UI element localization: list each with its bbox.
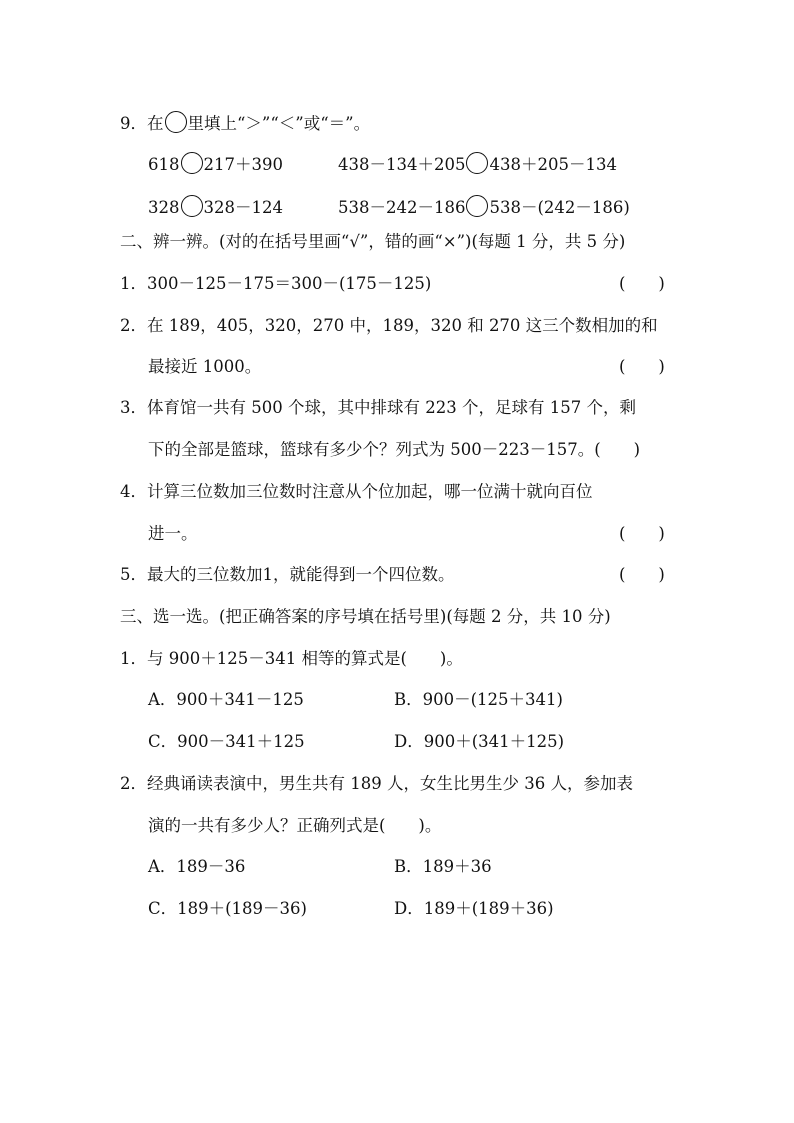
- s3-q2-option-b: B．189＋36: [394, 857, 492, 876]
- s3-q1-option-b: B．900－(125＋341): [394, 690, 563, 709]
- answer-circle-1[interactable]: [181, 152, 203, 174]
- s2-question-3-line2: 下的全部是篮球，篮球有多少个？列式为 500－223－157。( ): [148, 440, 641, 459]
- compare-left: 538－242－186: [338, 198, 466, 217]
- s2-question-2-line2: 最接近 1000。: [148, 357, 262, 376]
- compare-left: 328: [148, 198, 180, 217]
- q9-prompt: [120, 111, 370, 135]
- s3-q2-option-c: C．189＋(189－36): [148, 899, 307, 918]
- s3-q2-option-a: A．189－36: [148, 857, 246, 876]
- s3-q1-option-c: C．900－341＋125: [148, 732, 305, 751]
- compare-right: 328－124: [203, 198, 283, 217]
- q9-compare-3: [148, 195, 283, 219]
- compare-right: 217＋390: [203, 155, 283, 174]
- answer-paren-5[interactable]: ( ): [619, 565, 665, 584]
- s2-question-4-line1: 4．计算三位数加三位数时注意从个位加起，哪一位满十就向百位: [120, 482, 593, 501]
- s2-question-4-line2: 进一。: [148, 524, 198, 543]
- q9-compare-1: [148, 152, 283, 176]
- answer-circle-2[interactable]: [466, 152, 488, 174]
- compare-right: 438＋205－134: [489, 155, 617, 174]
- s3-q1-option-d: D．900＋(341＋125): [394, 732, 565, 751]
- q9-instruction: 里填上“＞”“＜”或“＝”。: [187, 114, 371, 133]
- s2-question-5: 5．最大的三位数加1，就能得到一个四位数。: [120, 565, 455, 584]
- answer-paren-1[interactable]: ( ): [619, 274, 665, 293]
- answer-paren-2[interactable]: ( ): [619, 357, 665, 376]
- s3-question-2-line2: 演的一共有多少人？正确列式是( )。: [148, 816, 442, 835]
- answer-circle-4[interactable]: [466, 195, 488, 217]
- s2-question-2-line1: 2．在 189，405，320，270 中，189，320 和 270 这三个数相加的和: [120, 316, 658, 335]
- s3-question-1: 1．与 900＋125－341 相等的算式是( )。: [120, 649, 463, 668]
- s3-q2-option-d: D．189＋(189＋36): [394, 899, 554, 918]
- q9-compare-2: [338, 152, 617, 176]
- q9-number: 9．: [120, 114, 147, 133]
- s2-question-3-line1: 3．体育馆一共有 500 个球，其中排球有 223 个，足球有 157 个，剩: [120, 398, 636, 417]
- s2-question-1: 1．300－125－175＝300－(175－125): [120, 274, 432, 293]
- section-2-header: 二、辨一辨。(对的在括号里画“√”，错的画“×”)(每题 1 分，共 5 分): [120, 232, 626, 251]
- blank-circle[interactable]: [165, 111, 187, 133]
- answer-circle-3[interactable]: [181, 195, 203, 217]
- section-3-header: 三、选一选。(把正确答案的序号填在括号里)(每题 2 分，共 10 分): [120, 607, 611, 626]
- answer-paren-4[interactable]: ( ): [619, 524, 665, 543]
- compare-right: 538－(242－186): [489, 198, 630, 217]
- compare-left: 438－134＋205: [338, 155, 466, 174]
- compare-left: 618: [148, 155, 180, 174]
- q9-compare-4: [338, 195, 630, 219]
- s3-question-2-line1: 2．经典诵读表演中，男生共有 189 人，女生比男生少 36 人，参加表: [120, 774, 633, 793]
- q9-prefix: 在: [147, 114, 164, 133]
- s3-q1-option-a: A．900＋341－125: [148, 690, 304, 709]
